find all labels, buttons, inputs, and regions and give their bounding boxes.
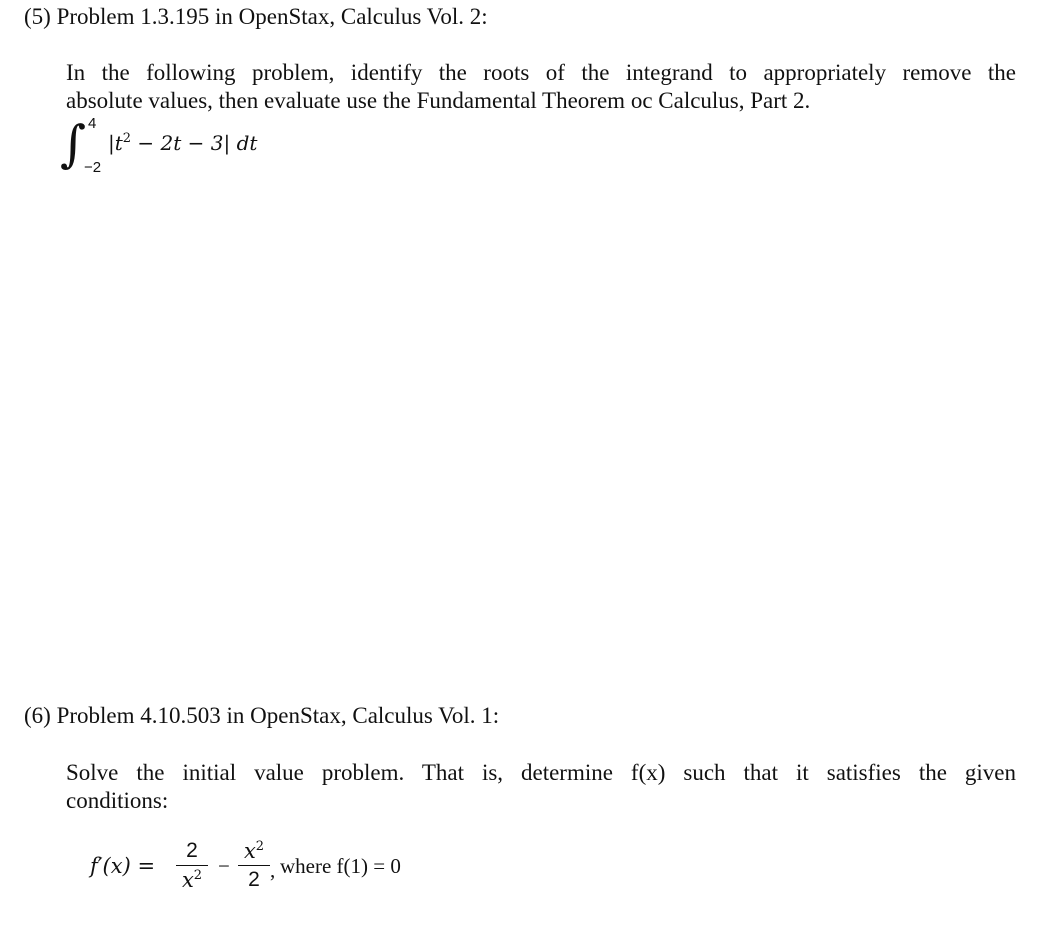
integral-lower-limit: −2 [84, 159, 102, 176]
integral-sign-icon: ∫ [60, 115, 87, 173]
integrand [108, 130, 257, 156]
problem-6-text [66, 759, 1016, 815]
derivative-equation [90, 836, 510, 900]
integrand-exponent: 2 [122, 131, 132, 146]
problem-6-text-line-2: conditions: [66, 788, 169, 813]
fraction-1-denominator [176, 869, 208, 891]
equation-lhs: f′(x) = [90, 854, 156, 878]
problem-5-text-line-1: In the following problem, identify the roots of the integrand to appropriately remove the [66, 60, 1016, 85]
problem-6-text-line-1: Solve the initial value problem. That is, determine f(x) such that it satisfies the given [66, 760, 1016, 785]
fraction-2-numerator [238, 840, 270, 862]
integrand-rest: − 2t − 3| dt [131, 131, 258, 155]
fraction-1-bar [176, 865, 208, 866]
fraction-2-denominator: 2 [248, 868, 260, 892]
fraction-1-denominator-exponent: 2 [193, 868, 203, 884]
integral-upper-limit: 4 [88, 115, 97, 132]
problem-5-heading: (5) Problem 1.3.195 in OpenStax, Calculus Vol. 2: [24, 4, 488, 29]
fraction-1-numerator: 2 [186, 839, 198, 862]
fraction-1-denominator-base: x [181, 868, 194, 893]
problem-6-heading: (6) Problem 4.10.503 in OpenStax, Calculus Vol. 1: [24, 703, 500, 728]
equation-condition: where f(1) = 0 [280, 854, 401, 878]
fraction-2-over-x-squared [176, 840, 208, 891]
integrand-prefix: |t [108, 131, 123, 155]
problem-5-text-line-2: absolute values, then evaluate use the Fundamental Theorem oc Calculus, Part 2. [66, 88, 811, 113]
problem-5-text [66, 59, 1016, 115]
fraction-2-bar [238, 865, 270, 866]
fraction-x-squared-over-2 [238, 840, 270, 891]
equation-minus: − [218, 854, 230, 878]
fraction-2-numerator-base: x [243, 839, 256, 863]
definite-integral [60, 116, 300, 180]
equation-comma: , [270, 858, 276, 882]
fraction-2-numerator-exponent: 2 [255, 839, 265, 854]
